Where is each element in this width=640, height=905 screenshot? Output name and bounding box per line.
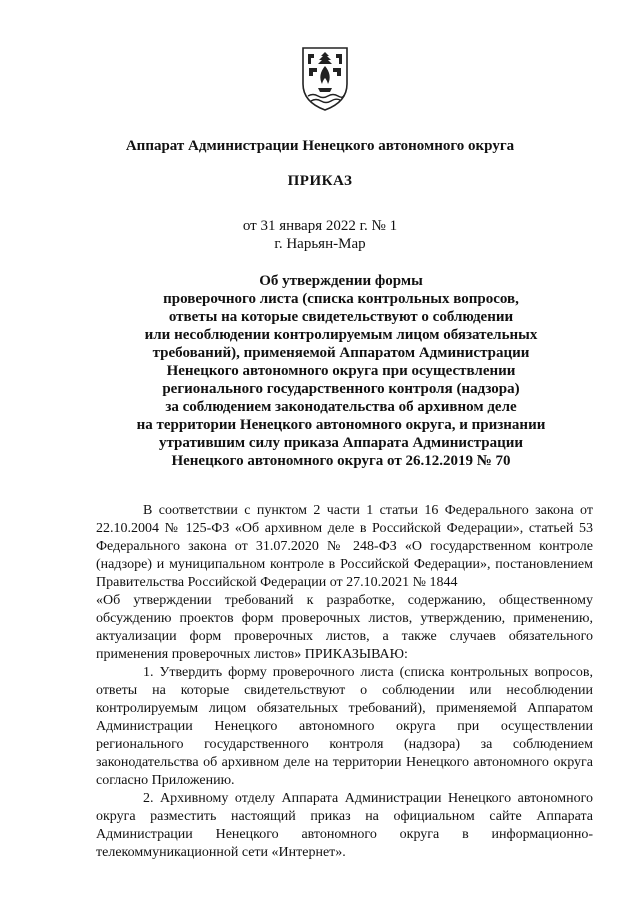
coat-of-arms-icon (300, 44, 350, 112)
body-paragraph-item-2: 2. Архивному отделу Аппарата Администрации Ненецкого автономного округа разместить настоящий приказ на официальном сайте Аппарата Администрации Ненецкого автономного округа в информационно-телекоммуникационной сети «Интернет». (96, 791, 593, 860)
subject-line: проверочного листа (списка контрольных вопросов, (163, 291, 519, 307)
body-paragraph-item-1: 1. Утвердить форму проверочного листа (списка контрольных вопросов, ответы на которые свидетельствуют о соблюдении или несоблюдении контролируемым лицом обязательных требований), применяемой Аппаратом Администрации Ненецкого автономного округа при осуществлении регионального государственного контроля (надзора) за соблюдением законодательства об архивном деле на территории Ненецкого автономного округа согласно Приложению. (96, 665, 593, 788)
subject-line: утратившим силу приказа Аппарата Администрации (158, 435, 524, 451)
subject-line: за соблюдением законодательства об архивном деле (165, 399, 517, 415)
subject-line: регионального государственного контроля (надзора) (162, 381, 520, 397)
body-paragraph-decree: «Об утверждении требований к разработке, содержанию, общественному обсуждению проектов форм проверочных листов, утверждению, применению, актуализации форм проверочных листов, а также случаев обязательного применения проверочных листов» ПРИКАЗЫВАЮ: (96, 593, 593, 662)
subject-line: или несоблюдении контролируемым лицом обязательных (144, 327, 538, 343)
subject-line: на территории Ненецкого автономного округа, и признании (136, 417, 546, 433)
subject-line: Ненецкого автономного округа при осуществлении (166, 363, 516, 379)
document-date-number: от 31 января 2022 г. № 1 (242, 218, 398, 234)
organization-title: Аппарат Администрации Ненецкого автономного округа (125, 138, 515, 154)
subject-line: Ненецкого автономного округа от 26.12.2019 № 70 (171, 453, 511, 469)
subject-line: Об утверждении формы (259, 273, 423, 289)
subject-line: ответы на которые свидетельствуют о соблюдении (168, 309, 514, 325)
document-subject (96, 272, 586, 470)
document-place: г. Нарьян-Мар (274, 236, 366, 252)
document-body (96, 502, 593, 862)
body-paragraph-preamble: В соответствии с пунктом 2 части 1 статьи 16 Федерального закона от 22.10.2004 № 125-ФЗ «Об архивном деле в Российской Федерации», статьей 53 Федерального закона от 31.07.2020 № 248-ФЗ «О государственном контроле (надзоре) и муниципальном контроле в Российской Федерации», постановлением Правительства Российской Федерации от 27.10.2021 № 1844 (96, 503, 593, 590)
document-type: ПРИКАЗ (287, 173, 353, 189)
subject-line: требований), применяемой Аппаратом Администрации (152, 345, 530, 361)
